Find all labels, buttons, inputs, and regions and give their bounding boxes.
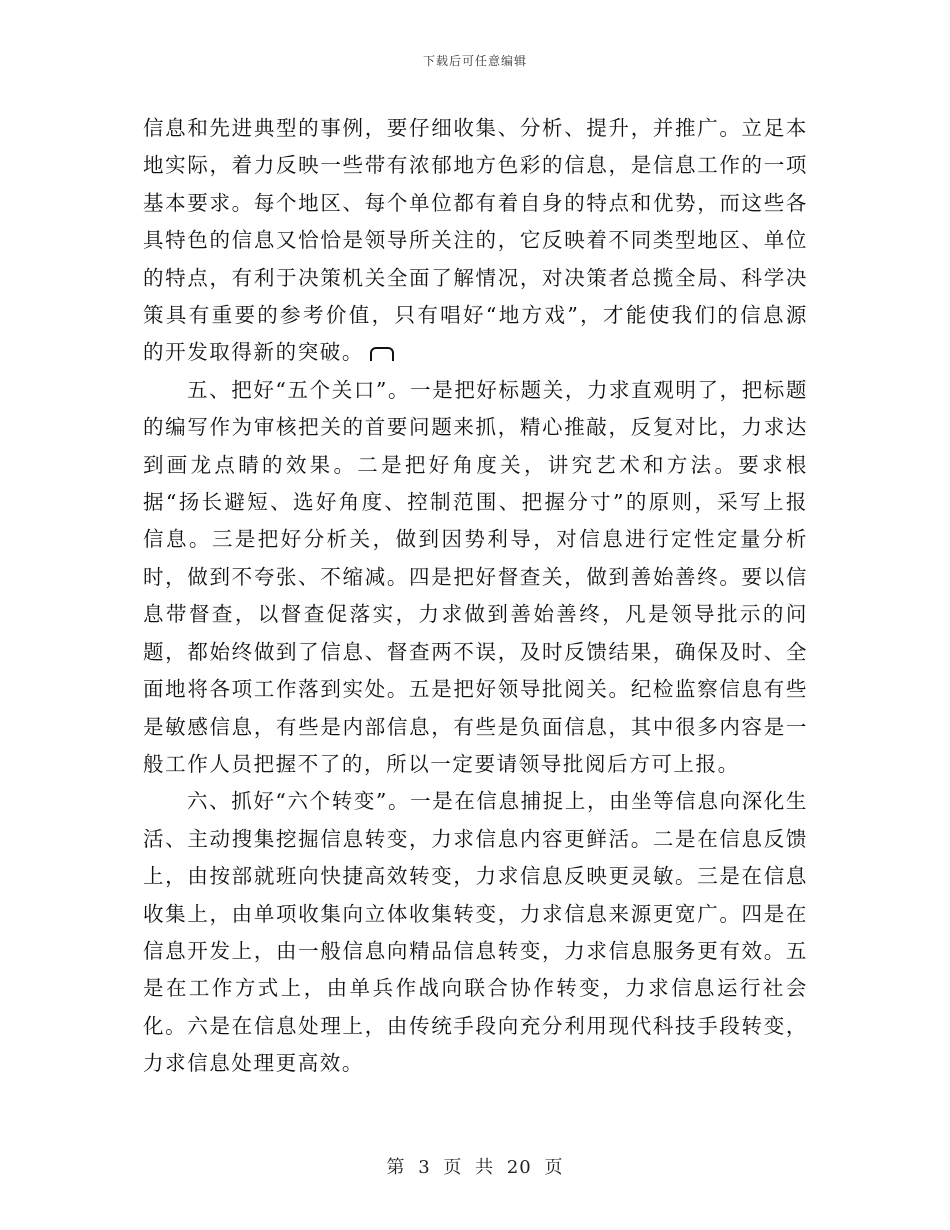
- document-body: [143, 110, 808, 1083]
- paragraph-2: 五、把好“五个关口”。一是把好标题关，力求直观明了，把标题的编写作为审核把关的首要问题来抓，精心推敲，反复对比，力求达到画龙点睛的效果。二是把好角度关，讲究艺术和方法。要求根据“扬长避短、选好角度、控制范围、把握分寸”的原则，采写上报信息。三是把好分析关，做到因势利导，对信息进行定性定量分析时，做到不夸张、不缩减。四是把好督查关，做到善始善终。要以信息带督查，以督查促落实，力求做到善始善终，凡是领导批示的问题，都始终做到了信息、督查两不误，及时反馈结果，确保及时、全面地将各项工作落到实处。五是把好领导批阅关。纪检监察信息有些是敏感信息，有些是内部信息，有些是负面信息，其中很多内容是一般工作人员把握不了的，所以一定要请领导批阅后方可上报。: [143, 377, 808, 776]
- page-number-footer: 第 3 页 共 20 页: [386, 1157, 564, 1178]
- paragraph-3: 六、抓好“六个转变”。一是在信息捕捉上，由坐等信息向深化生活、主动搜集挖掘信息转变，力求信息内容更鲜活。二是在信息反馈上，由按部就班向快捷高效转变，力求信息反映更灵敏。三是在信息收集上，由单项收集向立体收集转变，力求信息来源更宽广。四是在信息开发上，由一般信息向精品信息转变，力求信息服务更有效。五是在工作方式上，由单兵作战向联合协作转变，力求信息运行社会化。六是在信息处理上，由传统手段向充分利用现代科技手段转变，力求信息处理更高效。: [143, 789, 808, 1076]
- edit-mark-icon: [370, 347, 394, 361]
- page-header: 下载后可任意编辑: [422, 54, 527, 68]
- paragraph-1-text: 信息和先进典型的事例，要仔细收集、分析、提升，并推广。立足本地实际，着力反映一些带有浓郁地方色彩的信息，是信息工作的一项基本要求。每个地区、每个单位都有着自身的特点和优势，而这些各具特色的信息又恰恰是领导所关注的，它反映着不同类型地区、单位的特点，有利于决策机关全面了解情况，对决策者总揽全局、科学决策具有重要的参考价值，只有唱好“地方戏”，才能使我们的信息源的开发取得新的突破。: [143, 116, 808, 365]
- paragraph-1: [143, 110, 808, 372]
